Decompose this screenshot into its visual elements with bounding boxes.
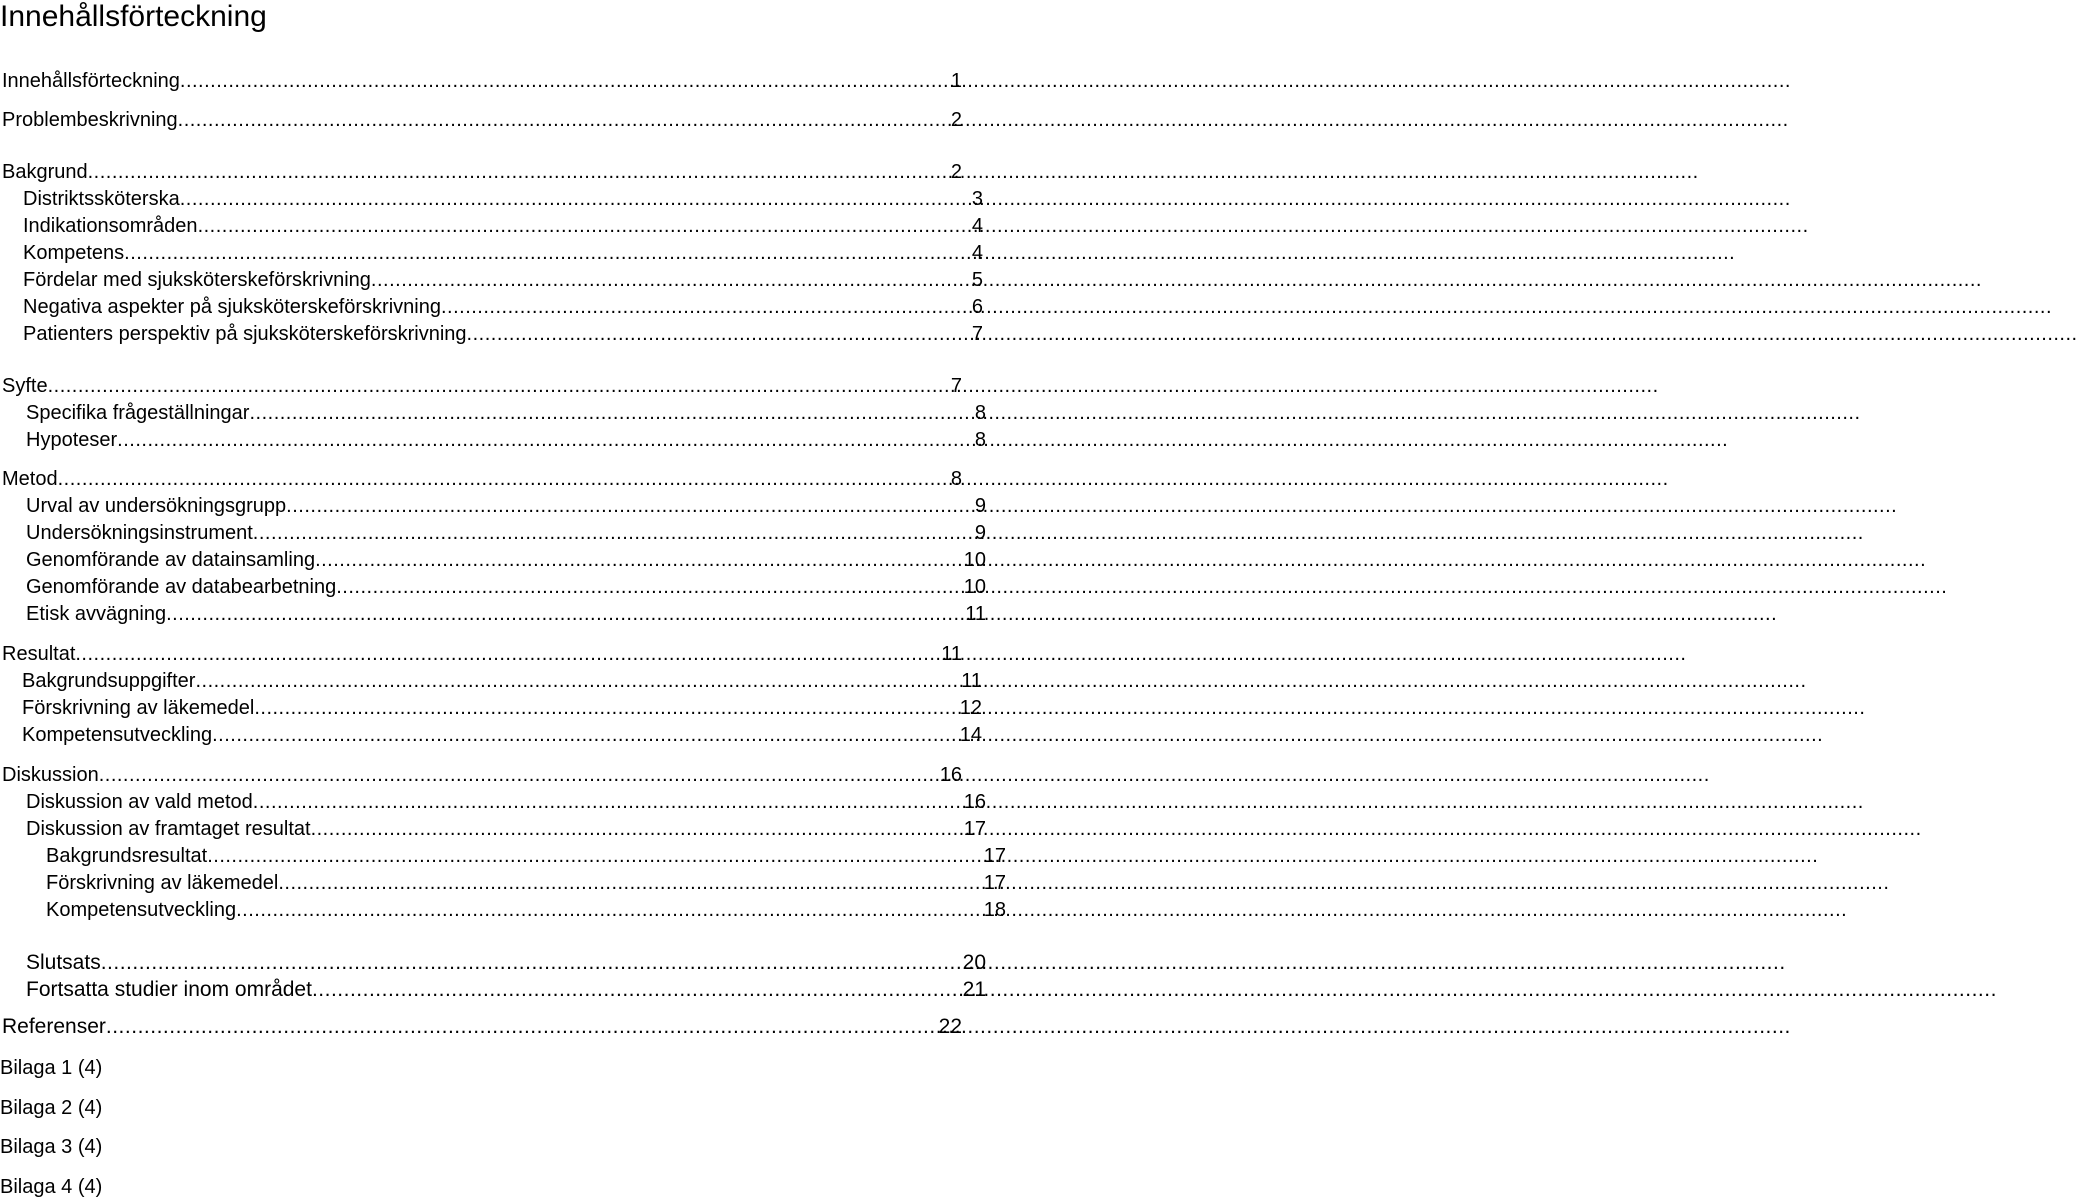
toc-entry[interactable] bbox=[0, 426, 986, 454]
toc-entry-title: Problembeskrivning bbox=[2, 109, 178, 131]
toc-entry[interactable] bbox=[0, 465, 962, 493]
toc-entry[interactable] bbox=[0, 640, 962, 668]
toc-entry-page: 1 bbox=[950, 70, 962, 92]
toc-entry-page: 11 bbox=[941, 643, 962, 665]
toc-entry-page: 8 bbox=[950, 468, 962, 490]
toc-entry[interactable] bbox=[0, 158, 962, 186]
toc-entry[interactable] bbox=[0, 67, 962, 95]
toc-entry[interactable] bbox=[0, 815, 986, 843]
toc-entry[interactable] bbox=[0, 788, 986, 816]
toc-entry[interactable] bbox=[0, 694, 982, 722]
toc-entry-title: Etisk avvägning bbox=[26, 603, 167, 625]
toc-leader bbox=[180, 185, 943, 213]
toc-entry[interactable] bbox=[0, 949, 986, 977]
toc-leader bbox=[124, 239, 943, 267]
toc-entry-title: Indikationsområden bbox=[23, 215, 198, 237]
toc-leader bbox=[166, 600, 946, 628]
toc-entry-page: 8 bbox=[974, 402, 986, 424]
toc-entry-page: 20 bbox=[962, 951, 986, 974]
toc-entry[interactable] bbox=[0, 573, 986, 601]
toc-entry[interactable] bbox=[0, 600, 986, 628]
toc-entry[interactable] bbox=[0, 761, 962, 789]
toc-entry-title: Slutsats bbox=[26, 951, 101, 974]
toc-leader bbox=[254, 694, 942, 722]
toc-entry-page: 22 bbox=[938, 1015, 962, 1038]
toc-entry[interactable] bbox=[0, 1013, 962, 1041]
toc-entry-title: Specifika frågeställningar bbox=[26, 402, 250, 424]
toc-entry-title: Bakgrundsresultat bbox=[46, 845, 208, 867]
toc-leader bbox=[311, 815, 946, 843]
toc-entry[interactable] bbox=[0, 372, 962, 400]
toc-leader bbox=[58, 465, 922, 493]
toc-leader bbox=[312, 976, 946, 1004]
toc-entry-page: 16 bbox=[939, 764, 962, 786]
toc-entry-page: 16 bbox=[963, 791, 986, 813]
toc-leader bbox=[180, 67, 922, 95]
toc-leader bbox=[249, 399, 946, 427]
toc-entry-page: 17 bbox=[963, 818, 986, 840]
toc-entry-title: Referenser bbox=[2, 1015, 106, 1038]
toc-entry-page: 10 bbox=[963, 576, 986, 598]
toc-entry-page: 7 bbox=[971, 323, 983, 345]
toc-entry-title: Förskrivning av läkemedel bbox=[22, 697, 255, 719]
toc-entry[interactable] bbox=[0, 721, 982, 749]
toc-leader bbox=[198, 212, 943, 240]
toc-entry-title: Bakgrundsuppgifter bbox=[22, 670, 196, 692]
appendix-item[interactable]: Bilaga 3 (4) bbox=[0, 1136, 103, 1158]
appendix-item[interactable]: Bilaga 2 (4) bbox=[0, 1097, 103, 1119]
toc-entry-title: Bakgrund bbox=[2, 161, 88, 183]
toc-entry-page: 17 bbox=[983, 872, 1006, 894]
toc-entry-page: 7 bbox=[950, 375, 962, 397]
toc-entry-title: Kompetensutveckling bbox=[46, 899, 237, 921]
toc-entry-title: Urval av undersökningsgrupp bbox=[26, 495, 287, 517]
toc-leader bbox=[106, 1013, 922, 1041]
toc-leader bbox=[207, 842, 966, 870]
page-title: Innehållsförteckning bbox=[0, 0, 267, 33]
toc-entry[interactable] bbox=[0, 293, 983, 321]
toc-entry-title: Undersökningsinstrument bbox=[26, 522, 253, 544]
toc-entry[interactable] bbox=[0, 492, 986, 520]
toc-entry-page: 4 bbox=[971, 242, 983, 264]
toc-entry[interactable] bbox=[0, 896, 1006, 924]
toc-entry-page: 11 bbox=[961, 670, 982, 692]
toc-leader bbox=[99, 761, 922, 789]
toc-leader bbox=[315, 546, 946, 574]
toc-entry-page: 2 bbox=[950, 109, 962, 131]
toc-leader bbox=[195, 667, 942, 695]
toc-entry-page: 17 bbox=[983, 845, 1006, 867]
appendix-item[interactable]: Bilaga 4 (4) bbox=[0, 1176, 103, 1198]
toc-leader bbox=[48, 372, 922, 400]
toc-entry-page: 10 bbox=[963, 549, 986, 571]
toc-entry-title: Genomförande av databearbetning bbox=[26, 576, 337, 598]
toc-leader bbox=[286, 492, 946, 520]
toc-entry-page: 12 bbox=[959, 697, 982, 719]
toc-entry-title: Distriktssköterska bbox=[23, 188, 180, 210]
toc-entry[interactable] bbox=[0, 266, 983, 294]
toc-entry-title: Diskussion av vald metod bbox=[26, 791, 253, 813]
toc-entry-title: Negativa aspekter på sjuksköterskeförskrivning bbox=[23, 296, 441, 318]
toc-entry-title: Patienters perspektiv på sjuksköterskeförskrivning bbox=[23, 323, 467, 345]
toc-entry-title: Hypoteser bbox=[26, 429, 118, 451]
toc-entry[interactable] bbox=[0, 399, 986, 427]
toc-entry-title: Diskussion av framtaget resultat bbox=[26, 818, 311, 840]
toc-entry-page: 14 bbox=[959, 724, 982, 746]
toc-entry-page: 9 bbox=[974, 495, 986, 517]
toc-leader bbox=[371, 266, 943, 294]
toc-entry-title: Diskussion bbox=[2, 764, 99, 786]
toc-entry-page: 2 bbox=[950, 161, 962, 183]
toc-leader bbox=[236, 896, 966, 924]
toc-leader bbox=[117, 426, 946, 454]
toc-entry-title: Förskrivning av läkemedel bbox=[46, 872, 279, 894]
toc-entry-title: Genomförande av datainsamling bbox=[26, 549, 316, 571]
toc-entry[interactable] bbox=[0, 106, 962, 134]
toc-entry[interactable] bbox=[0, 869, 1006, 897]
toc-leader bbox=[441, 293, 943, 321]
toc-entry-page: 21 bbox=[962, 978, 986, 1001]
toc-entry-title: Syfte bbox=[2, 375, 48, 397]
toc-leader bbox=[253, 519, 946, 547]
toc-entry-page: 4 bbox=[971, 215, 983, 237]
toc-entry-page: 9 bbox=[974, 522, 986, 544]
toc-entry-title: Fördelar med sjuksköterskeförskrivning bbox=[23, 269, 371, 291]
toc-entry-page: 8 bbox=[974, 429, 986, 451]
toc-entry[interactable] bbox=[0, 667, 982, 695]
toc-entry-page: 5 bbox=[971, 269, 983, 291]
toc-entry-title: Resultat bbox=[2, 643, 76, 665]
toc-entry-title: Metod bbox=[2, 468, 58, 490]
toc-entry[interactable] bbox=[0, 320, 983, 348]
toc-entry-page: 6 bbox=[971, 296, 983, 318]
toc-leader bbox=[101, 949, 946, 977]
toc-leader bbox=[278, 869, 966, 897]
toc-leader bbox=[75, 640, 922, 668]
toc-entry-page: 18 bbox=[983, 899, 1006, 921]
toc-entry-title: Fortsatta studier inom området bbox=[26, 978, 312, 1001]
toc-leader bbox=[336, 573, 946, 601]
toc-leader bbox=[88, 158, 922, 186]
toc-entry[interactable] bbox=[0, 239, 983, 267]
toc-entry[interactable] bbox=[0, 519, 986, 547]
toc-entry-title: Innehållsförteckning bbox=[2, 70, 180, 92]
toc-leader bbox=[178, 106, 922, 134]
toc-entry-page: 3 bbox=[971, 188, 983, 210]
toc-entry[interactable] bbox=[0, 185, 983, 213]
toc-entry-page: 11 bbox=[965, 603, 986, 625]
toc-leader bbox=[253, 788, 946, 816]
toc-entry[interactable] bbox=[0, 212, 983, 240]
toc-entry[interactable] bbox=[0, 842, 1006, 870]
toc-leader bbox=[212, 721, 942, 749]
toc-entry[interactable] bbox=[0, 546, 986, 574]
appendix-item[interactable]: Bilaga 1 (4) bbox=[0, 1057, 103, 1079]
toc-entry-title: Kompetensutveckling bbox=[22, 724, 213, 746]
toc-leader bbox=[467, 320, 943, 348]
toc-entry-title: Kompetens bbox=[23, 242, 125, 264]
toc-entry[interactable] bbox=[0, 976, 986, 1004]
